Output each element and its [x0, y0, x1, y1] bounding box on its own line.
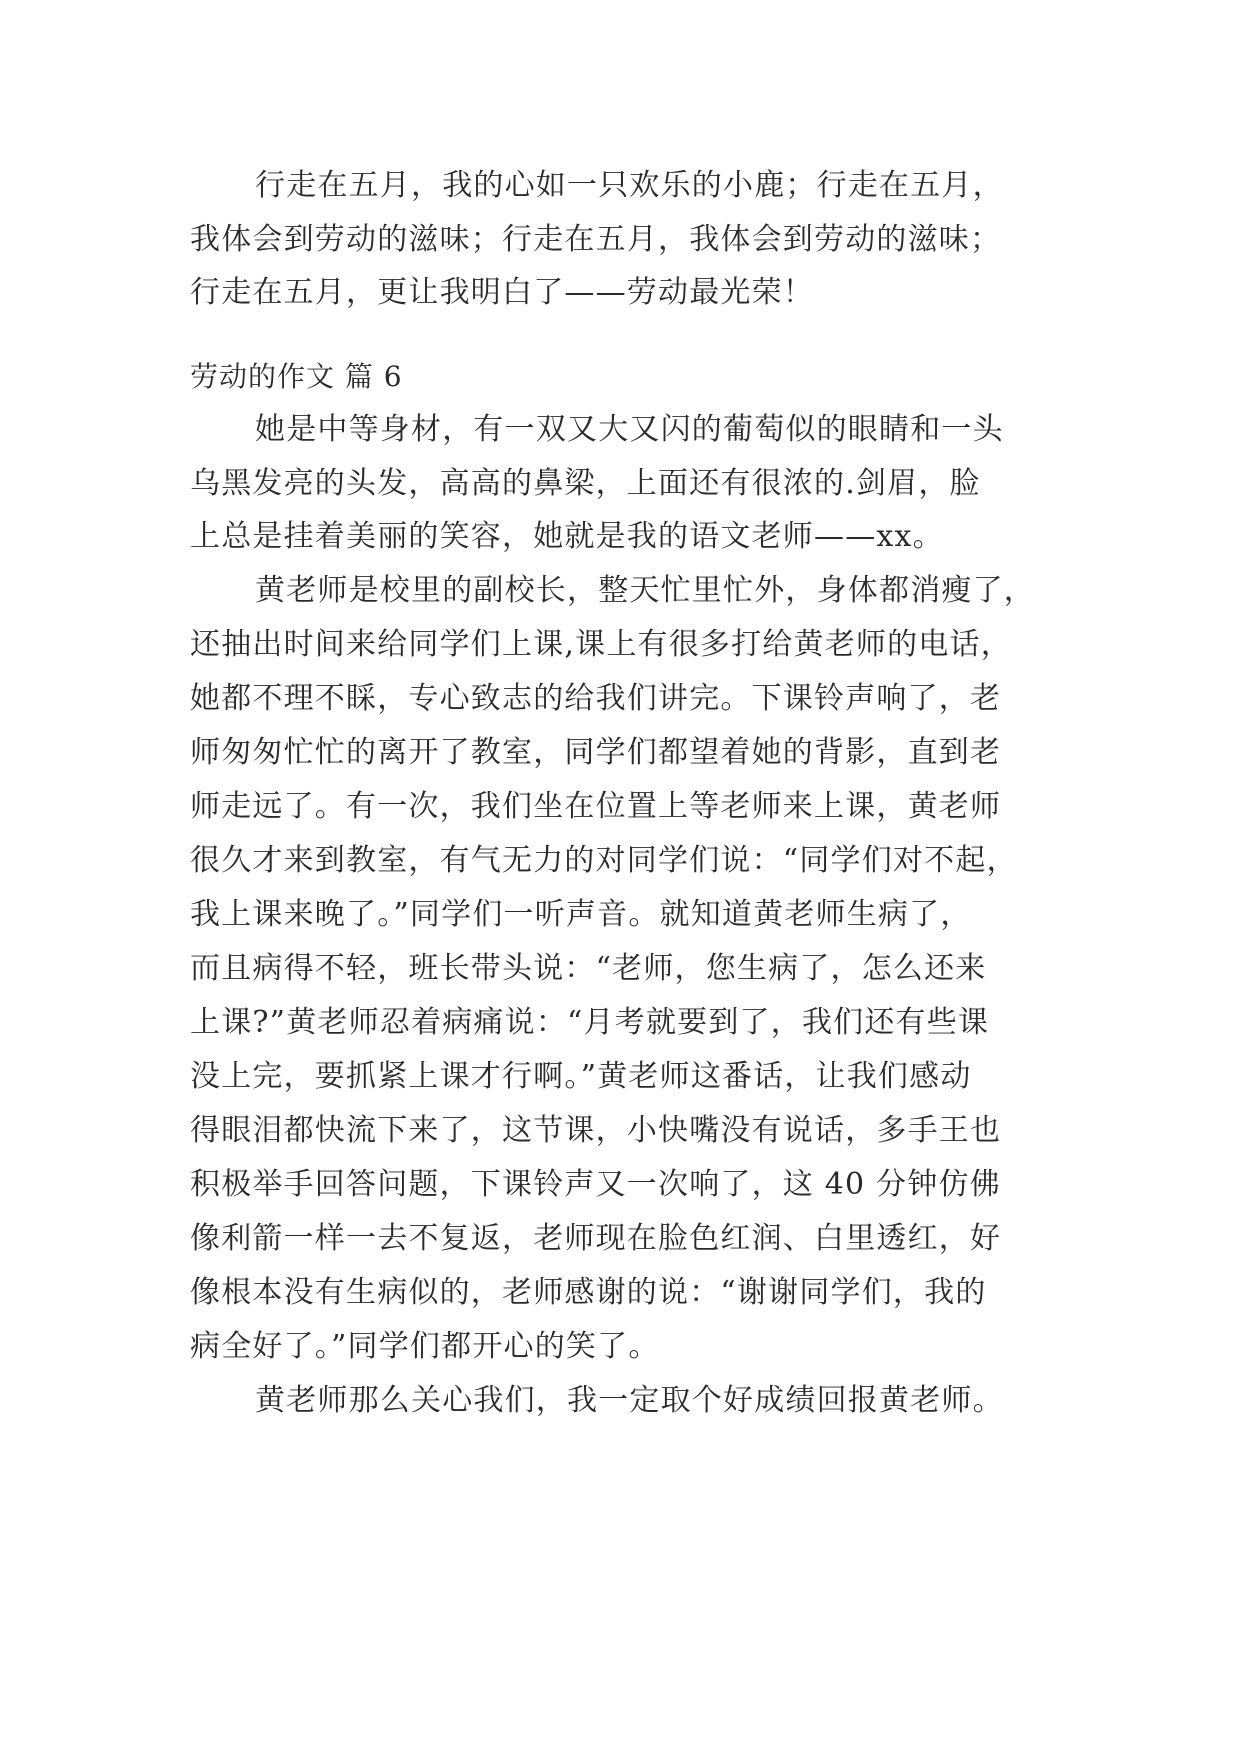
p1-line-3: 上总是挂着美丽的笑容，她就是我的语文老师——xx。 — [190, 519, 944, 554]
p2-line-10: 没上完，要抓紧上课才行啊。”黄老师这番话，让我们感动 — [190, 1059, 972, 1094]
p2-line-9: 上课?”黄老师忍着病痛说：“月考就要到了，我们还有些课 — [190, 1005, 990, 1040]
intro-line-1: 行走在五月，我的心如一只欢乐的小鹿；行走在五月， — [255, 168, 1004, 203]
p1-line-2: 乌黑发亮的头发，高高的鼻梁，上面还有很浓的.剑眉，脸 — [190, 466, 981, 501]
p2-line-1: 黄老师是校里的副校长，整天忙里忙外，身体都消瘦了， — [255, 573, 1035, 608]
p2-line-13: 像利箭一样一去不复返，老师现在脸色红润、白里透红，好 — [190, 1221, 1002, 1256]
p2-line-11: 得眼泪都快流下来了，这节课，小快嘴没有说话，多手王也 — [190, 1113, 1002, 1148]
p2-line-4: 师匆匆忙忙的离开了教室，同学们都望着她的背影，直到老 — [190, 735, 1002, 770]
p2-line-5: 师走远了。有一次，我们坐在位置上等老师来上课，黄老师 — [190, 789, 1002, 824]
essay-title: 劳动的作文 篇 6 — [190, 360, 403, 393]
p2-line-2: 还抽出时间来给同学们上课,课上有很多打给黄老师的电话， — [190, 627, 1012, 662]
p2-line-15: 病全好了。”同学们都开心的笑了。 — [190, 1329, 660, 1364]
p2-line-8: 而且病得不轻，班长带头说：“老师，您生病了，怎么还来 — [190, 951, 987, 986]
p3-line-1: 黄老师那么关心我们，我一定取个好成绩回报黄老师。 — [255, 1383, 1004, 1418]
p1-line-1: 她是中等身材，有一双又大又闪的葡萄似的眼睛和一头 — [255, 412, 1004, 447]
p2-line-3: 她都不理不睬，专心致志的给我们讲完。下课铃声响了，老 — [190, 681, 1002, 716]
p2-line-14: 像根本没有生病似的，老师感谢的说：“谢谢同学们，我的 — [190, 1275, 987, 1310]
p2-line-12: 积极举手回答问题，下课铃声又一次响了，这 40 分钟仿佛 — [190, 1167, 1001, 1202]
p2-line-6: 很久才来到教室，有气无力的对同学们说：“同学们对不起， — [190, 843, 1018, 878]
intro-line-3: 行走在五月，更让我明白了——劳动最光荣！ — [190, 275, 814, 310]
intro-line-2: 我体会到劳动的滋味；行走在五月，我体会到劳动的滋味； — [190, 222, 1002, 257]
p2-line-7: 我上课来晚了。”同学们一听声音。就知道黄老师生病了， — [190, 897, 972, 932]
